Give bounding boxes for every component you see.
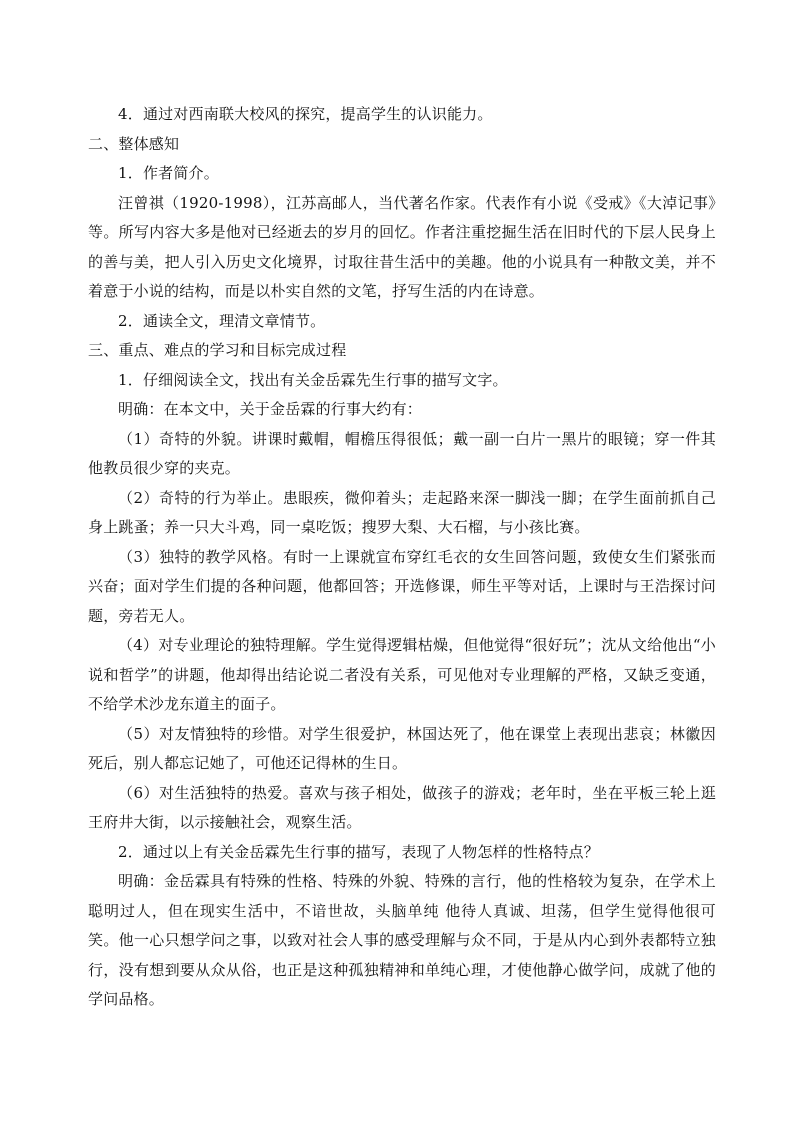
item-read-through: 2．通读全文，理清文章情节。 bbox=[118, 311, 326, 330]
trait-2-behavior: （2）奇特的行为举止。患眼疾，微仰着头；走起路来深一脚浅一脚；在学生面前抓自己身上跳蚤；养一只大斗鸡，同一桌吃饭；搜罗大梨、大石榴，与小孩比赛。 bbox=[88, 488, 716, 536]
item-author-intro: 1．作者简介。 bbox=[118, 164, 219, 182]
question-2: 2．通过以上有关金岳霖先生行事的描写，表现了人物怎样的性格特点？ bbox=[118, 842, 599, 861]
section-heading-overall: 二、整体感知 bbox=[88, 134, 180, 153]
section-heading-key-points: 三、重点、难点的学习和目标完成过程 bbox=[88, 341, 347, 359]
document-body bbox=[88, 100, 716, 1015]
trait-1-appearance: （1）奇特的外貌。讲课时戴帽，帽檐压得很低；戴一副一白片一黑片的眼镜；穿一件其他教员很少穿的夹克。 bbox=[88, 429, 716, 477]
author-bio-paragraph: 汪曾祺（1920-1998），江苏高邮人，当代著名作家。代表作有小说《受戒》《大淖记事》等。所写内容大多是他对已经逝去的岁月的回忆。作者注重挖掘生活在旧时代的下层人民身上的善与美，把人引入历史文化境界，讨取往昔生活中的美趣。他的小说具有一种散文美，并不着意于小说的结构，而是以朴实自然的文笔，抒写生活的内在诗意。 bbox=[88, 193, 716, 300]
trait-5-friendship: （5）对友情独特的珍惜。对学生很爱护，林国达死了，他在课堂上表现出悲哀；林徽因死后，别人都忘记她了，可他还记得林的生日。 bbox=[88, 724, 716, 772]
question-1: 1．仔细阅读全文，找出有关金岳霖先生行事的描写文字。 bbox=[118, 370, 508, 389]
objective-4: 4．通过对西南联大校风的探究，提高学生的认识能力。 bbox=[118, 105, 493, 123]
answer-2: 明确：金岳霖具有特殊的性格、特殊的外貌、特殊的言行，他的性格较为复杂，在学术上聪明过人，但在现实生活中，不谙世故，头脑单纯 他待人真诚、坦荡，但学生觉得他很可笑。他一心只想学问之事，以致对社会人事的感受理解与众不同，于是从内心到外表都特立独行，没有想到要从众从俗，也正是这种孤独精神和单纯心理，才使他静心做学问，成就了他的学问品格。 bbox=[88, 872, 716, 1008]
answer-1-intro: 明确：在本文中，关于金岳霖的行事大约有： bbox=[118, 400, 423, 418]
trait-3-teaching: （3）独特的教学风格。有时一上课就宣布穿红毛衣的女生回答问题，致使女生们紧张而兴奋；面对学生们提的各种问题，他都回答；开选修课，师生平等对话，上课时与王浩探讨问题，旁若无人。 bbox=[88, 547, 716, 625]
trait-6-life: （6）对生活独特的热爱。喜欢与孩子相处，做孩子的游戏；老年时，坐在平板三轮上逛王府井大街，以示接触社会，观察生活。 bbox=[88, 783, 716, 831]
trait-4-theory: （4）对专业理论的独特理解。学生觉得逻辑枯燥，但他觉得“很好玩”；沈从文给他出“小说和哲学”的讲题，他却得出结论说二者没有关系，可见他对专业理解的严格，又缺乏变通，不给学术沙龙东道主的面子。 bbox=[88, 636, 716, 713]
